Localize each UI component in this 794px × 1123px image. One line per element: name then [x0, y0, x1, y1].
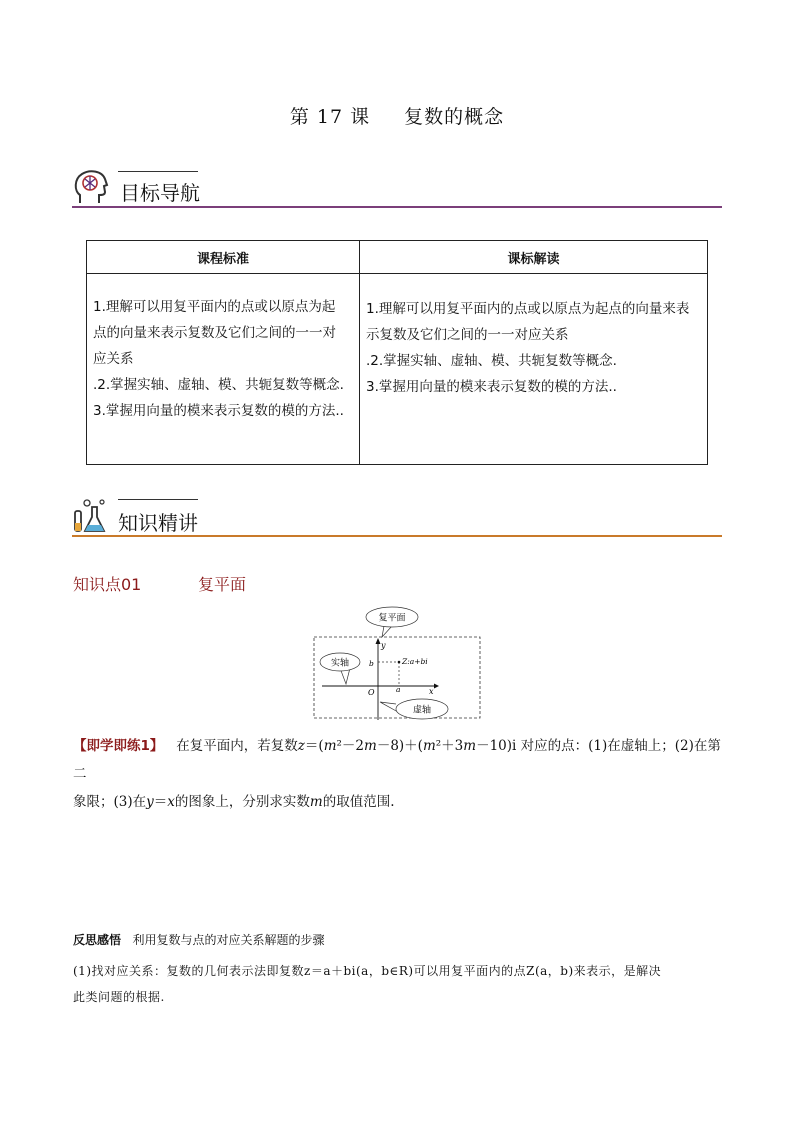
section-header-knowledge [72, 495, 722, 540]
text-line: 3.掌握用向量的模来表示复数的模的方法.. [366, 379, 617, 395]
section-top-rule [118, 171, 198, 172]
text-line: .2.掌握实轴、虚轴、模、共轭复数等概念. [366, 353, 617, 369]
text-line: 1.理解可以用复平面内的点或以原点为起点的向量来表 [366, 301, 690, 317]
var-m: m [422, 738, 436, 754]
exercise-text: ＝ [153, 794, 168, 810]
section-title: 目标导航 [120, 181, 200, 205]
exercise-text: 的取值范围. [322, 794, 395, 810]
reflection-title [73, 931, 324, 948]
bubble-bottom-tail [380, 702, 398, 712]
var-m: m [309, 794, 323, 810]
standards-table [86, 240, 708, 465]
knowledge-point-label: 知识点01 [73, 575, 142, 594]
var-m: m [364, 738, 377, 754]
text-line: 1.理解可以用复平面内的点或以原点为起 [93, 299, 336, 315]
page-title [0, 102, 794, 129]
b-label: b [369, 659, 374, 668]
bubble-top-text: 复平面 [378, 613, 406, 624]
var-m: m [323, 738, 337, 754]
table-header-course-standard: 课程标准 [87, 241, 360, 274]
lesson-title: 复数的概念 [404, 106, 505, 128]
var-z: z [297, 738, 305, 754]
table-header-interpretation: 课标解读 [360, 241, 708, 274]
reflection-label: 反思感悟 [73, 933, 122, 947]
text-line: 点的向量来表示复数及它们之间的一一对 [93, 325, 336, 341]
text-line: 应关系 [93, 351, 134, 367]
interpretation-cell [360, 274, 708, 465]
reflection-body [73, 958, 733, 1010]
bubble-bottom-text: 虚轴 [412, 705, 432, 716]
section-top-rule [118, 499, 198, 500]
section-title: 知识精讲 [118, 511, 198, 535]
text-line: 示复数及它们之间的一一对应关系 [366, 327, 569, 343]
var-x: x [167, 794, 175, 810]
exercise-block [73, 732, 733, 816]
lab-flask-icon [72, 497, 112, 537]
section-divider [72, 206, 722, 208]
exercise-text: －8)＋( [376, 738, 423, 754]
x-arrow-icon [434, 684, 439, 689]
y-arrow-icon [376, 638, 381, 644]
text-line: 3.掌握用向量的模来表示复数的模的方法.. [93, 403, 344, 419]
reflection-subtitle: 利用复数与点的对应关系解题的步骤 [132, 933, 325, 947]
exercise-text: ²－2 [336, 738, 365, 754]
section-divider [72, 535, 722, 537]
reflection-line: (1)找对应关系：复数的几何表示法即复数z＝a＋bi(a，b∈R)可以用复平面内的点Z(a，b)来表示，是解决 [73, 964, 662, 978]
origin-label: O [368, 688, 375, 697]
exercise-text: ²＋3 [435, 738, 464, 754]
course-standard-cell [87, 274, 360, 465]
point-label: Z:a+bi [402, 657, 428, 666]
section-header-goals [72, 165, 722, 210]
brain-head-icon [72, 167, 112, 207]
exercise-tag: 【即学即练1】 [73, 738, 164, 754]
text-line: .2.掌握实轴、虚轴、模、共轭复数等概念. [93, 377, 344, 393]
reflection-line: 此类问题的根据. [73, 990, 165, 1004]
exercise-text: －10)i 对应的点：(1)在虚轴上；(2)在第二 [73, 738, 721, 782]
lesson-number: 第 17 课 [289, 106, 371, 128]
exercise-text: 象限；(3)在 [73, 794, 147, 810]
bubble-top-tail [382, 626, 392, 637]
exercise-text: 在复平面内，若复数 [176, 738, 298, 754]
point-z [398, 661, 401, 664]
y-axis-label: y [381, 641, 386, 650]
var-y: y [146, 794, 154, 810]
a-label: a [396, 685, 401, 694]
complex-plane-diagram [312, 604, 484, 722]
exercise-text: 的图象上，分别求实数 [174, 794, 310, 810]
knowledge-point-name: 复平面 [198, 575, 247, 594]
x-axis-label: x [429, 687, 434, 696]
var-m: m [463, 738, 477, 754]
bubble-left-text: 实轴 [330, 658, 350, 669]
exercise-text: ＝( [304, 738, 324, 754]
